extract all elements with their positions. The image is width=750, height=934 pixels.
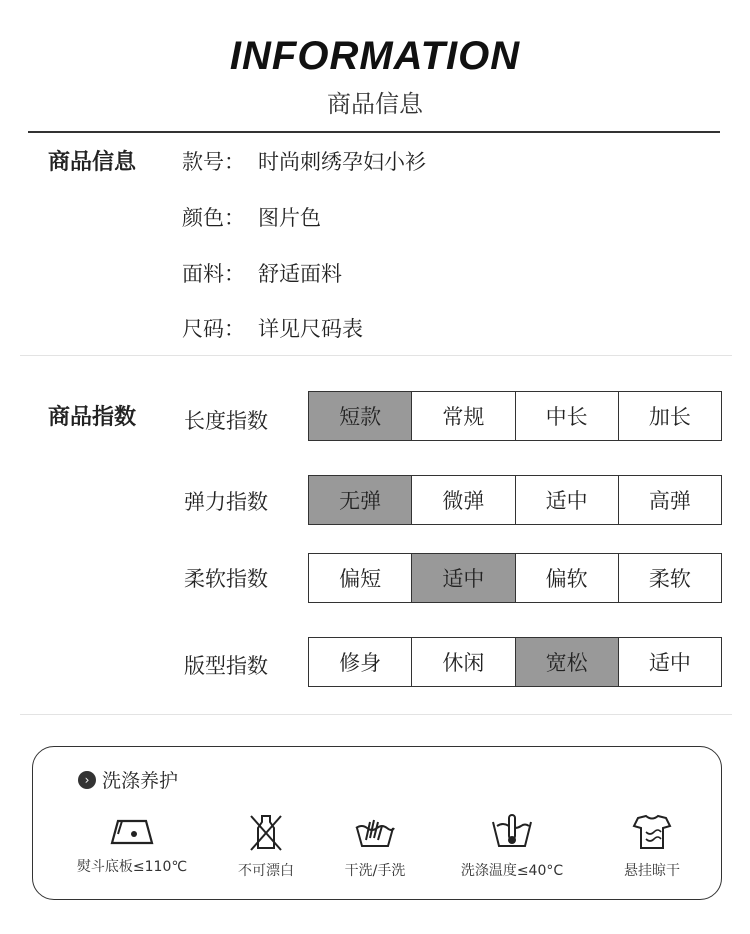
info-key: 面料： [182, 262, 245, 286]
elasticity-index-scale [308, 475, 722, 525]
care-label: 不可漂白 [238, 863, 294, 879]
fit-index-scale [308, 637, 722, 687]
index-label-fit: 版型指数 [184, 654, 268, 678]
info-row-fabric [182, 258, 342, 288]
hand-wash-icon [352, 812, 398, 852]
scale-option: 适中 [412, 554, 515, 602]
page-subtitle: 商品信息 [327, 90, 423, 118]
info-value: 时尚刺绣孕妇小衫 [258, 150, 426, 174]
index-section-label: 商品指数 [48, 405, 137, 430]
care-heading [78, 766, 178, 793]
scale-option: 适中 [648, 651, 691, 675]
info-row-size [182, 313, 363, 343]
chevron-right-icon: › [78, 771, 96, 789]
index-label-elasticity: 弹力指数 [184, 490, 268, 514]
scale-option: 无弹 [309, 476, 412, 524]
scale-option: 加长 [648, 405, 691, 429]
info-key: 颜色： [182, 206, 245, 230]
info-value: 舒适面料 [258, 262, 342, 286]
scale-option: 偏软 [516, 554, 619, 602]
care-title: 洗涤养护 [102, 770, 179, 792]
scale-option: 柔软 [648, 567, 691, 591]
care-label: 干洗/手洗 [344, 863, 406, 879]
wash-temperature-icon [489, 812, 535, 852]
section-divider [20, 355, 732, 356]
hang-dry-icon [630, 812, 674, 852]
care-item-hang-dry [582, 812, 722, 880]
scale-option: 中长 [516, 392, 619, 440]
info-section-label: 商品信息 [48, 150, 137, 175]
info-row-color [182, 202, 321, 232]
info-row-style [182, 146, 426, 176]
care-label: 洗涤温度≤40°C [460, 863, 564, 879]
scale-option: 偏短 [309, 554, 412, 602]
care-label: 悬挂晾干 [624, 863, 680, 879]
section-divider [20, 714, 732, 715]
info-key: 款号： [182, 150, 245, 174]
index-label-length: 长度指数 [184, 409, 268, 433]
softness-index-scale [308, 553, 722, 603]
scale-option: 修身 [309, 638, 412, 686]
info-value: 图片色 [258, 206, 321, 230]
care-item-wash-temp [442, 812, 582, 880]
care-item-hand-wash [305, 812, 445, 880]
no-bleach-icon [246, 812, 286, 852]
scale-option: 适中 [516, 476, 619, 524]
index-label-softness: 柔软指数 [184, 567, 268, 591]
scale-option: 短款 [309, 392, 412, 440]
iron-icon [108, 812, 156, 848]
care-label: 熨斗底板≤110℃ [76, 859, 188, 875]
length-index-scale [308, 391, 722, 441]
info-value: 详见尺码表 [258, 317, 363, 341]
scale-option: 常规 [412, 392, 515, 440]
care-item-iron [62, 812, 202, 876]
scale-option: 微弹 [412, 476, 515, 524]
scale-option: 休闲 [412, 638, 515, 686]
page-title: INFORMATION [229, 34, 521, 78]
scale-option: 高弹 [648, 489, 691, 513]
header-divider [28, 131, 720, 133]
info-key: 尺码： [182, 317, 245, 341]
scale-option: 宽松 [516, 638, 619, 686]
